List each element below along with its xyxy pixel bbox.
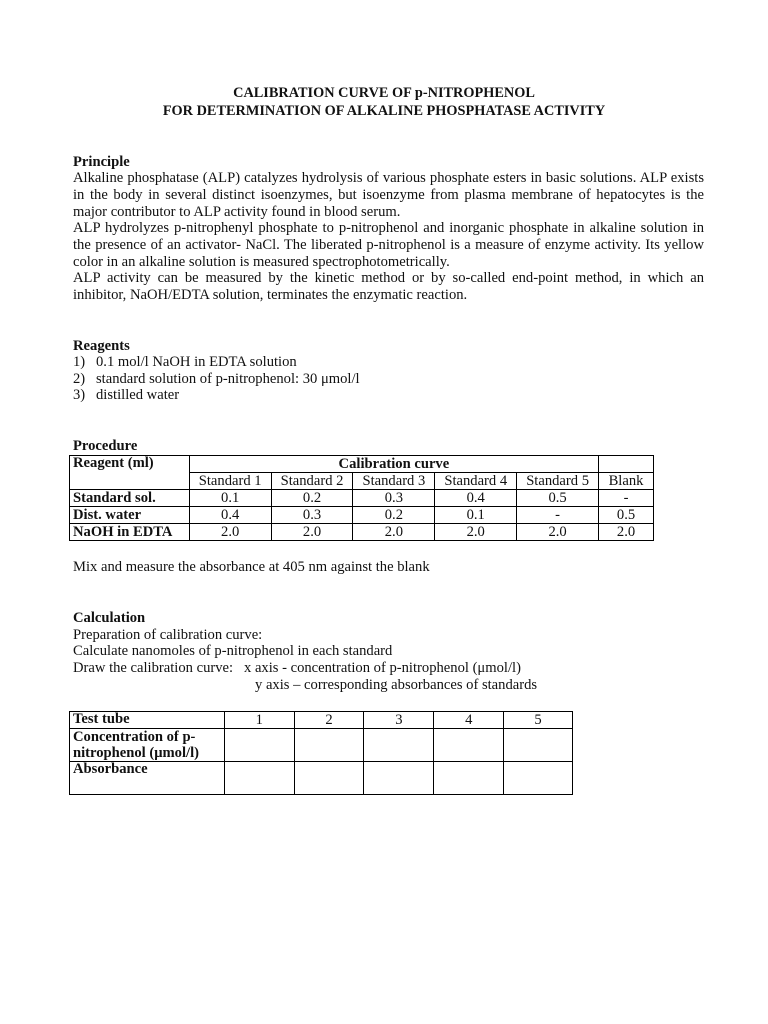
table-cell (364, 729, 434, 762)
table-cell: - (599, 490, 654, 507)
table-cell (364, 762, 434, 795)
procedure-note: Mix and measure the absorbance at 405 nm against the blank (73, 559, 430, 575)
column-header: Standard 5 (517, 473, 599, 490)
table-cell: 0.5 (517, 490, 599, 507)
column-header: 3 (364, 712, 434, 729)
table-cell (434, 729, 504, 762)
reagent-number: 1) (73, 354, 86, 370)
calculation-line: y axis – corresponding absorbances of standards (255, 677, 538, 693)
table-row (70, 490, 654, 507)
row-label: Standard sol. (70, 490, 190, 507)
reagent-text: standard solution of p-nitrophenol: 30 μmol/l (96, 371, 360, 387)
table-cell (599, 456, 654, 473)
principle-paragraph-2: ALP hydrolyzes p-nitrophenyl phosphate to p-nitrophenol and inorganic phosphate in alkaline solution in the presence of an activator- NaCl. The liberated p-nitrophenol is a measure of enzyme activity. Its yellow color in an alkaline solution is measured spectrophotometrically. (73, 220, 704, 270)
reagent-header: Reagent (ml) (70, 456, 190, 490)
table-cell: 0.4 (435, 490, 517, 507)
row-label: Test tube (70, 712, 225, 729)
table-cell: 0.2 (271, 490, 353, 507)
calculation-line: Preparation of calibration curve: (73, 627, 263, 643)
table-cell (504, 729, 573, 762)
reagent-number: 3) (73, 387, 86, 403)
principle-paragraph-1: Alkaline phosphatase (ALP) catalyzes hydrolysis of various phosphate esters in basic solutions. ALP exists in the body in several distinct isoenzymes, but isoenzyme from plasma membrane of hepatocytes is the major contributor to ALP activity found in blood serum. (73, 170, 704, 220)
table-row (70, 762, 573, 795)
row-label: Concentration of p-nitrophenol (μmol/l) (70, 729, 225, 762)
column-header: Standard 4 (435, 473, 517, 490)
reagent-text: distilled water (96, 387, 180, 403)
reagents-heading: Reagents (73, 338, 130, 354)
principle-heading: Principle (73, 154, 130, 170)
calculation-heading: Calculation (73, 610, 146, 626)
column-header: 2 (294, 712, 364, 729)
table-cell: 2.0 (435, 524, 517, 541)
column-header: Blank (599, 473, 654, 490)
column-header: Standard 1 (189, 473, 271, 490)
table-cell: 0.2 (353, 507, 435, 524)
doc-title-line1: CALIBRATION CURVE OF p-NITROPHENOL (233, 85, 535, 101)
table-cell (294, 729, 364, 762)
table-cell (224, 729, 294, 762)
table-row (70, 456, 654, 473)
table-cell (294, 762, 364, 795)
table-row (70, 524, 654, 541)
table-cell (434, 762, 504, 795)
table-cell: 0.4 (189, 507, 271, 524)
column-header: 4 (434, 712, 504, 729)
column-header: Standard 2 (271, 473, 353, 490)
calculation-line: Calculate nanomoles of p-nitrophenol in each standard (73, 643, 393, 659)
table-row (70, 712, 573, 729)
calculation-table (69, 711, 573, 795)
procedure-table (69, 455, 654, 541)
column-header: 5 (504, 712, 573, 729)
procedure-heading: Procedure (73, 438, 138, 454)
table-cell: 0.1 (189, 490, 271, 507)
calculation-line: Draw the calibration curve: x axis - concentration of p-nitrophenol (μmol/l) (73, 660, 521, 676)
table-cell: 0.3 (271, 507, 353, 524)
table-cell: 0.5 (599, 507, 654, 524)
doc-title-line2: FOR DETERMINATION OF ALKALINE PHOSPHATASE ACTIVITY (162, 103, 606, 119)
table-cell: 2.0 (271, 524, 353, 541)
table-cell: 2.0 (353, 524, 435, 541)
table-cell: 2.0 (517, 524, 599, 541)
reagent-text: 0.1 mol/l NaOH in EDTA solution (96, 354, 297, 370)
calibration-curve-header: Calibration curve (189, 456, 598, 473)
principle-paragraph-3: ALP activity can be measured by the kinetic method or by so-called end-point method, in which an inhibitor, NaOH/EDTA solution, terminates the enzymatic reaction. (73, 270, 704, 303)
table-cell: 2.0 (189, 524, 271, 541)
table-row (70, 729, 573, 762)
table-cell: 0.3 (353, 490, 435, 507)
row-label: NaOH in EDTA (70, 524, 190, 541)
column-header: 1 (224, 712, 294, 729)
column-header: Standard 3 (353, 473, 435, 490)
table-cell: - (517, 507, 599, 524)
reagent-number: 2) (73, 371, 86, 387)
reagent-item (73, 371, 360, 388)
table-cell: 0.1 (435, 507, 517, 524)
reagent-item (73, 387, 179, 404)
reagent-item (73, 354, 297, 371)
row-label: Dist. water (70, 507, 190, 524)
table-cell (224, 762, 294, 795)
table-cell: 2.0 (599, 524, 654, 541)
row-label: Absorbance (70, 762, 225, 795)
table-row (70, 507, 654, 524)
table-cell (504, 762, 573, 795)
